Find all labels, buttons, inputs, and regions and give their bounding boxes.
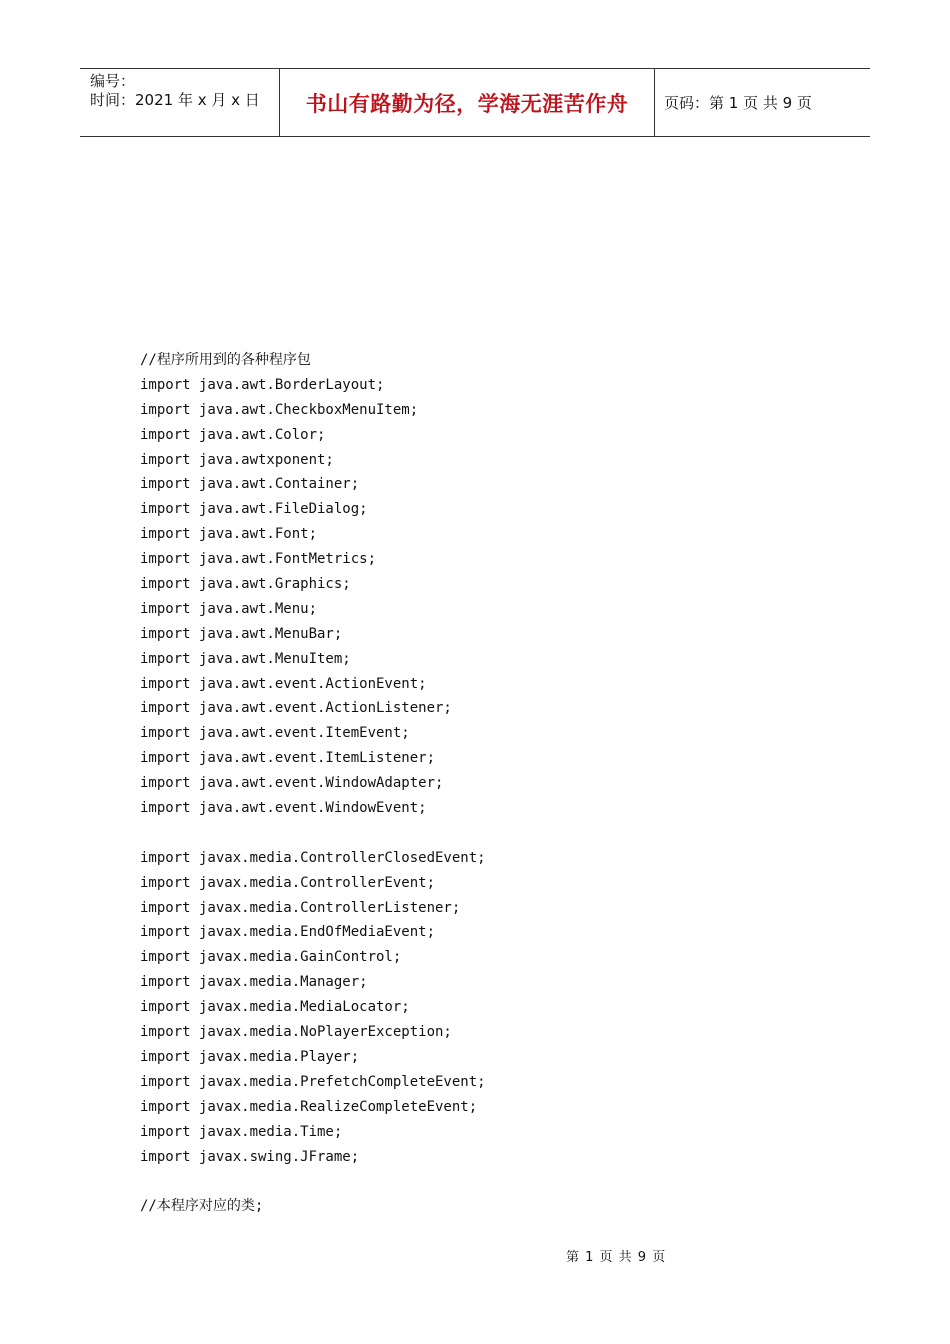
header-motto: 书山有路勤为径，学海无涯苦作舟 (280, 69, 655, 136)
code-import-line: import java.awt.Container; (140, 476, 360, 493)
time-label: 时间：2021 年 x 月 x 日 (90, 91, 260, 109)
header-meta (80, 69, 280, 136)
code-import-line: import java.awtxponent; (140, 451, 334, 468)
code-import-line: import java.awt.event.WindowEvent; (140, 800, 427, 817)
code-import-line: import java.awt.event.ItemEvent; (140, 725, 410, 742)
number-label: 编号： (90, 72, 136, 90)
code-blank-line (140, 821, 486, 846)
code-import-line: import java.awt.Font; (140, 526, 318, 543)
code-import-line: import java.awt.event.ActionListener; (140, 700, 452, 717)
page-footer: 第 1 页 共 9 页 (566, 1250, 667, 1265)
code-import-line: import javax.media.ControllerEvent; (140, 874, 436, 891)
code-import-line: import javax.media.PrefetchCompleteEvent; (140, 1073, 486, 1090)
code-comment: //本程序对应的类; (140, 1198, 264, 1215)
code-import-line: import javax.media.GainControl; (140, 949, 402, 966)
page-header (80, 68, 870, 137)
code-blank-line (140, 1169, 486, 1194)
code-import-line: import javax.media.NoPlayerException; (140, 1024, 452, 1041)
code-import-line: import java.awt.FontMetrics; (140, 551, 377, 568)
code-import-line: import javax.media.Manager; (140, 974, 368, 991)
code-import-line: import javax.media.ControllerClosedEvent; (140, 849, 486, 866)
code-import-line: import java.awt.BorderLayout; (140, 376, 385, 393)
code-import-line: import javax.media.EndOfMediaEvent; (140, 924, 436, 941)
code-import-line: import javax.media.MediaLocator; (140, 999, 410, 1016)
code-import-line: import java.awt.Graphics; (140, 576, 351, 593)
code-block (140, 348, 486, 1219)
code-import-line: import javax.media.Player; (140, 1048, 360, 1065)
header-page-info: 页码：第 1 页 共 9 页 (664, 94, 812, 112)
code-import-line: import javax.media.RealizeCompleteEvent; (140, 1098, 478, 1115)
code-import-line: import javax.media.ControllerListener; (140, 899, 461, 916)
code-import-line: import java.awt.Menu; (140, 600, 318, 617)
code-import-line: import java.awt.event.WindowAdapter; (140, 775, 444, 792)
code-comment: //程序所用到的各种程序包 (140, 352, 311, 368)
code-import-line: import java.awt.CheckboxMenuItem; (140, 401, 419, 418)
code-import-line: import java.awt.Color; (140, 426, 326, 443)
code-import-line: import javax.swing.JFrame; (140, 1148, 360, 1165)
code-import-line: import java.awt.MenuBar; (140, 625, 343, 642)
code-import-line: import java.awt.MenuItem; (140, 650, 351, 667)
code-import-line: import java.awt.FileDialog; (140, 501, 368, 518)
code-import-line: import java.awt.event.ItemListener; (140, 750, 436, 767)
code-import-line: import javax.media.Time; (140, 1123, 343, 1140)
code-import-line: import java.awt.event.ActionEvent; (140, 675, 427, 692)
